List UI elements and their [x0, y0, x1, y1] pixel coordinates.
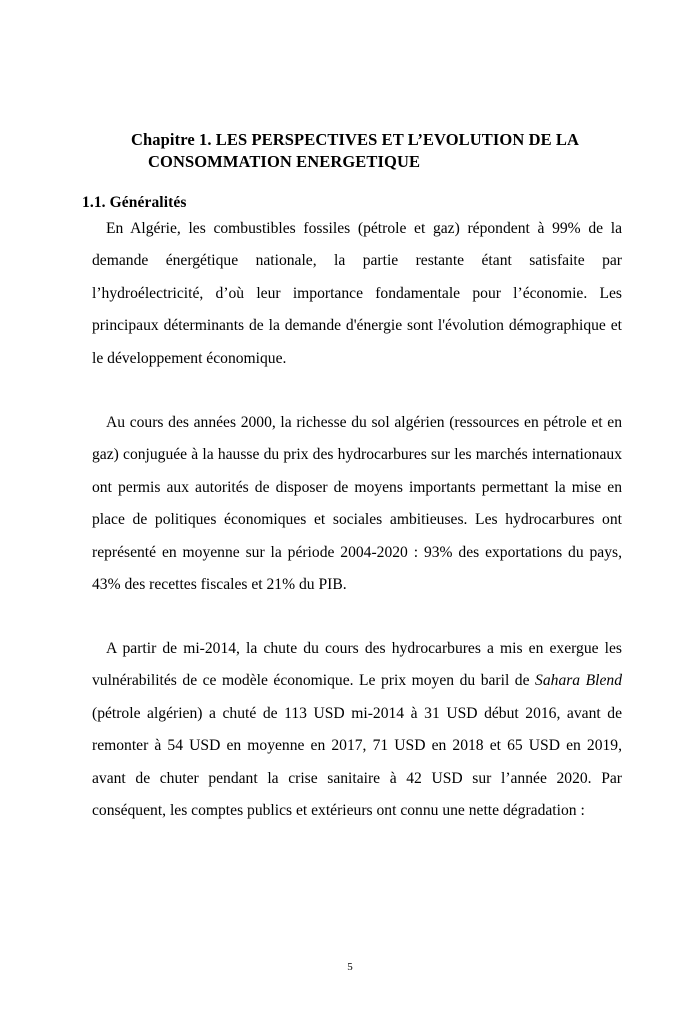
paragraph-annees-2000: Au cours des années 2000, la richesse du sol algérien (ressources en pétrole et en gaz) conjuguée à la hausse du prix des hydrocarbures sur les marchés internationaux ont permis aux autorités de disposer de moyens importants permettant la mise en place de politiques économiques et sociales ambitieuses. Les hydrocarbures ont représenté en moyenne sur la période 2004-2020 : 93% des exportations du pays, 43% des recettes fiscales et 21% du PIB. [92, 414, 622, 594]
paragraph-mi-2014-text-after: (pétrole algérien) a chuté de 113 USD mi-2014 à 31 USD début 2016, avant de remonter à 54 USD en moyenne en 2017, 71 USD en 2018 et 65 USD en 2019, avant de chuter pendant la crise sanitaire à 42 USD sur l’année 2020. Par conséquent, les comptes publics et extérieurs ont connu une nette dégradation : [92, 704, 622, 820]
section-heading: 1.1. Généralités [82, 193, 187, 211]
paragraph-block-1 [92, 213, 622, 375]
paragraph-mi-2014 [92, 633, 622, 827]
paragraph-mi-2014-text-before: A partir de mi-2014, la chute du cours des hydrocarbures a mis en exergue les vulnérabilités de ce modèle économique. Le prix moyen du baril de [92, 640, 622, 690]
oil-blend-name: Sahara Blend [535, 672, 622, 690]
paragraph-block-2 [92, 407, 622, 601]
page-number: 5 [347, 961, 353, 973]
paragraph-generalites-intro: En Algérie, les combustibles fossiles (pétrole et gaz) répondent à 99% de la demande énergétique nationale, la partie restante étant satisfaite par l’hydroélectricité, d’où leur importance fondamentale pour l’économie. Les principaux déterminants de la demande d'énergie sont l'évolution démographique et le développement économique. [92, 220, 622, 367]
chapter-title: Chapitre 1. LES PERSPECTIVES ET L’EVOLUTION DE LA CONSOMMATION ENERGETIQUE [131, 130, 579, 171]
paragraph-block-3 [92, 633, 622, 827]
